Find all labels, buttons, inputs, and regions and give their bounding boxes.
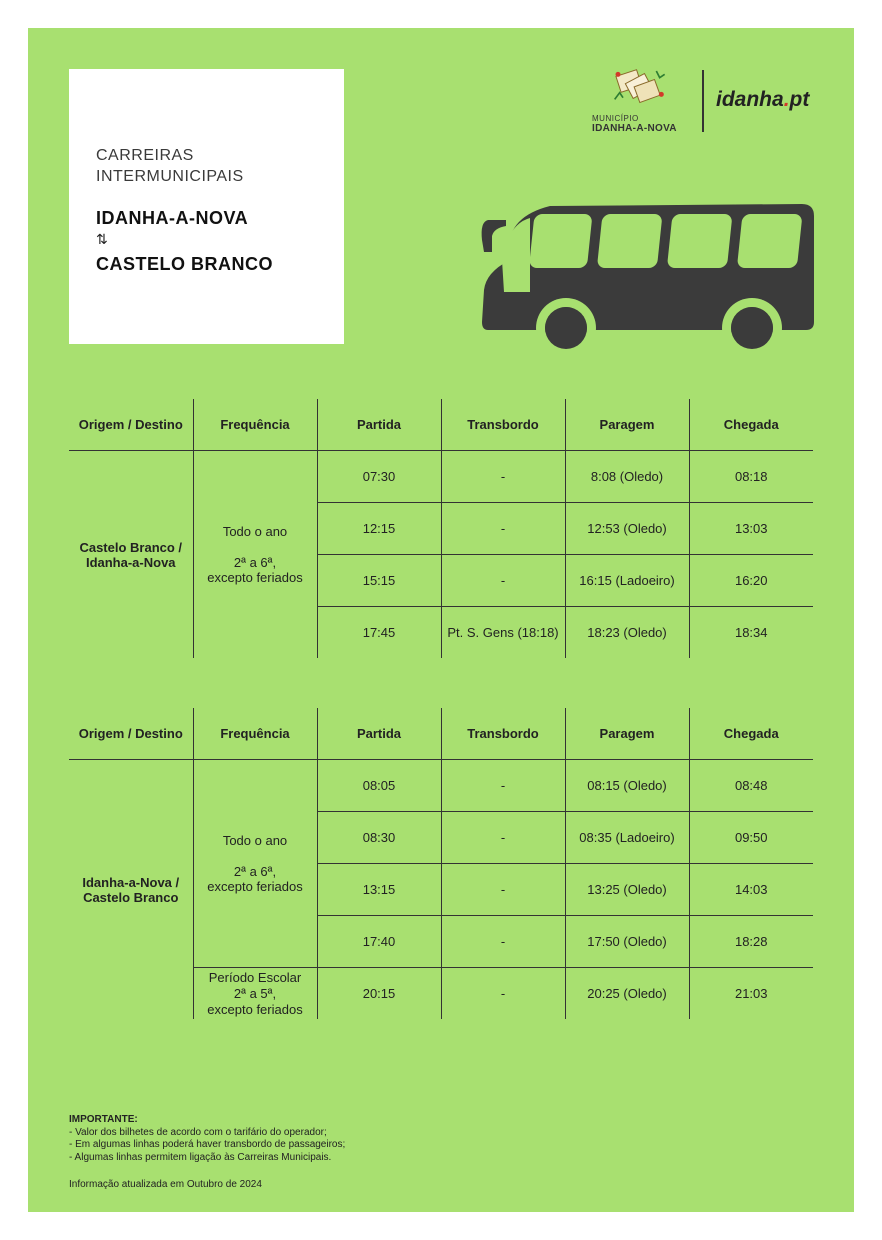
partida-cell: 13:15 <box>317 864 441 916</box>
table-row <box>69 760 813 812</box>
frequency-line-2: 2ª a 6ª, <box>233 864 277 879</box>
paragem-cell: 16:15 (Ladoeiro) <box>565 555 689 607</box>
frequency-line-2: 2ª a 6ª, <box>233 555 277 570</box>
partida-cell: 08:05 <box>317 760 441 812</box>
paragem-cell: 17:50 (Oledo) <box>565 916 689 968</box>
frequency-cell <box>193 451 317 659</box>
frequency-line-3: excepto feriados <box>207 570 303 585</box>
schedule-table-idanha-castelo-branco <box>69 708 813 1019</box>
paragem-cell: 20:25 (Oledo) <box>565 968 689 1020</box>
route-line-1: Castelo Branco / <box>79 539 183 555</box>
note-line: - Em algumas linhas poderá haver transbordo de passageiros; <box>69 1139 346 1150</box>
col-partida: Partida <box>317 399 441 451</box>
route-to: CASTELO BRANCO <box>96 254 273 274</box>
logo-municipio-name: IDANHA-A-NOVA <box>592 123 677 134</box>
paragem-cell: 8:08 (Oledo) <box>565 451 689 503</box>
site-logo-tld: pt <box>789 88 810 111</box>
chegada-cell: 13:03 <box>689 503 813 555</box>
chegada-cell: 18:34 <box>689 607 813 659</box>
col-origem-destino: Origem / Destino <box>69 708 193 760</box>
site-logo-main: idanha <box>716 88 784 111</box>
note-line: - Algumas linhas permitem ligação às Carreiras Municipais. <box>69 1151 332 1163</box>
frequency-line-1: Todo o ano <box>222 833 288 848</box>
municipio-logo-icon <box>598 66 718 116</box>
partida-cell: 12:15 <box>317 503 441 555</box>
route-from: IDANHA-A-NOVA <box>96 208 249 228</box>
transbordo-cell: - <box>441 916 565 968</box>
notes-title: IMPORTANTE: <box>69 1114 138 1125</box>
paragem-cell: 08:35 (Ladoeiro) <box>565 812 689 864</box>
table-row <box>69 451 813 503</box>
col-frequencia: Frequência <box>193 399 317 451</box>
swap-arrows-icon: ⇅ <box>96 231 108 247</box>
note-line: - Valor dos bilhetes de acordo com o tarifário do operador; <box>69 1126 327 1138</box>
paragem-cell: 13:25 (Oledo) <box>565 864 689 916</box>
paragem-cell: 18:23 (Oledo) <box>565 607 689 659</box>
chegada-cell: 08:48 <box>689 760 813 812</box>
frequency-cell <box>193 760 317 968</box>
transbordo-cell: - <box>441 968 565 1020</box>
partida-cell: 17:45 <box>317 607 441 659</box>
route-cell <box>69 760 193 1020</box>
site-logo <box>716 88 809 112</box>
col-partida: Partida <box>317 708 441 760</box>
col-paragem: Paragem <box>565 708 689 760</box>
transbordo-cell: - <box>441 760 565 812</box>
transbordo-cell: - <box>441 451 565 503</box>
chegada-cell: 21:03 <box>689 968 813 1020</box>
col-transbordo: Transbordo <box>441 708 565 760</box>
chegada-cell: 14:03 <box>689 864 813 916</box>
title-box <box>69 69 344 344</box>
partida-cell: 17:40 <box>317 916 441 968</box>
col-chegada: Chegada <box>689 399 813 451</box>
schedule-table-castelo-branco-idanha <box>69 399 813 658</box>
route-cell <box>69 451 193 659</box>
bus-icon <box>480 200 816 350</box>
logo-divider <box>702 70 704 132</box>
transbordo-cell: - <box>441 864 565 916</box>
subtitle-line-1: CARREIRAS <box>96 147 194 164</box>
frequency-line-3: excepto feriados <box>207 879 303 894</box>
col-chegada: Chegada <box>689 708 813 760</box>
partida-cell: 08:30 <box>317 812 441 864</box>
transbordo-cell: Pt. S. Gens (18:18) <box>441 607 565 659</box>
route-line-1: Idanha-a-Nova / <box>82 874 180 890</box>
transbordo-cell: - <box>441 812 565 864</box>
chegada-cell: 08:18 <box>689 451 813 503</box>
table-header-row <box>69 399 813 451</box>
frequency2-line-1: Período Escolar <box>208 969 302 985</box>
transbordo-cell: - <box>441 503 565 555</box>
transbordo-cell: - <box>441 555 565 607</box>
frequency-line-1: Todo o ano <box>222 524 288 539</box>
logo-municipio-label: MUNICÍPIO <box>592 114 639 123</box>
col-origem-destino: Origem / Destino <box>69 399 193 451</box>
chegada-cell: 18:28 <box>689 916 813 968</box>
updated-note: Informação atualizada em Outubro de 2024 <box>69 1179 262 1190</box>
col-paragem: Paragem <box>565 399 689 451</box>
site-logo-dot: . <box>783 88 790 111</box>
frequency-cell-escolar <box>193 968 317 1020</box>
chegada-cell: 09:50 <box>689 812 813 864</box>
partida-cell: 07:30 <box>317 451 441 503</box>
col-frequencia: Frequência <box>193 708 317 760</box>
paragem-cell: 08:15 (Oledo) <box>565 760 689 812</box>
chegada-cell: 16:20 <box>689 555 813 607</box>
notes <box>69 1114 345 1164</box>
paragem-cell: 12:53 (Oledo) <box>565 503 689 555</box>
frequency2-line-3: excepto feriados <box>207 1001 303 1017</box>
route-line-2: Castelo Branco <box>83 889 179 905</box>
col-transbordo: Transbordo <box>441 399 565 451</box>
table-header-row <box>69 708 813 760</box>
frequency2-line-2: 2ª a 5ª, <box>233 985 277 1001</box>
subtitle <box>96 145 244 187</box>
route-line-2: Idanha-a-Nova <box>85 554 176 570</box>
poster <box>28 28 854 1212</box>
partida-cell: 20:15 <box>317 968 441 1020</box>
subtitle-line-2: INTERMUNICIPAIS <box>96 168 244 185</box>
partida-cell: 15:15 <box>317 555 441 607</box>
